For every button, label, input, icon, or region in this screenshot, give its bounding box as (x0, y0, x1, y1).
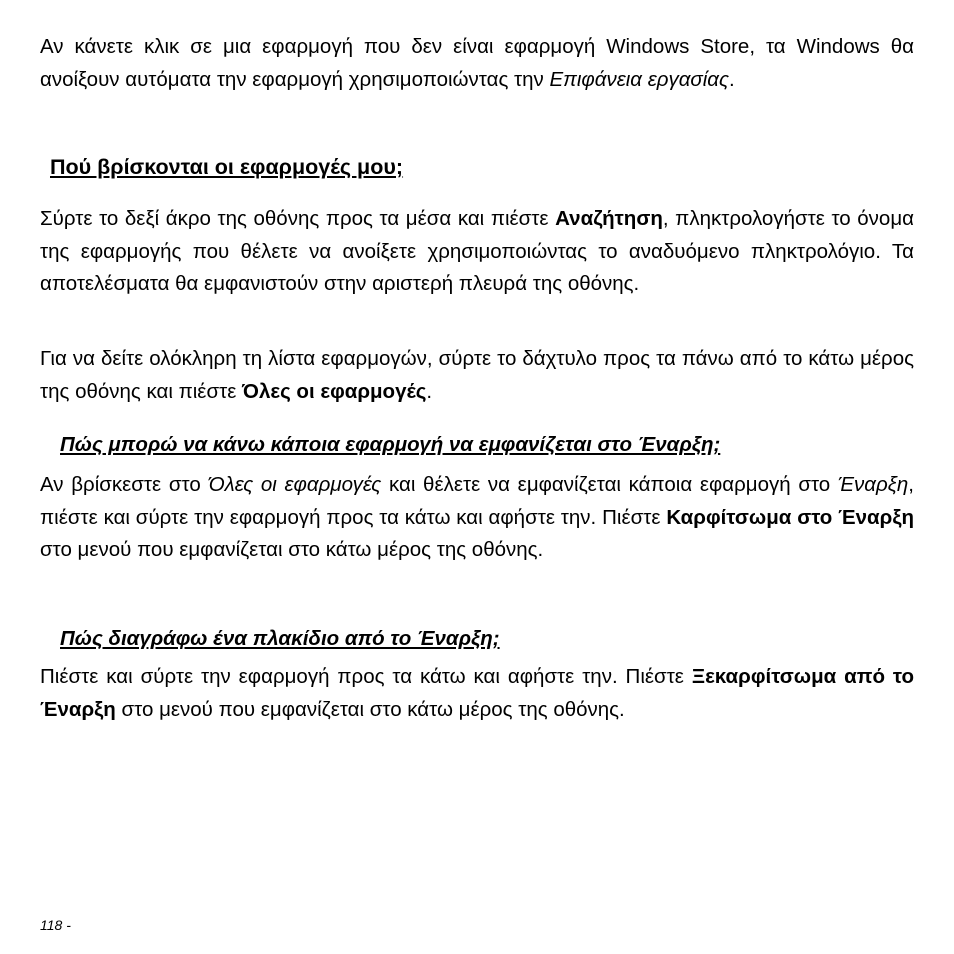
document-page (40, 31, 915, 721)
page-number: 118 - (40, 917, 71, 933)
pin-to-start-term: Καρφίτσωμα στο Έναρξη (666, 505, 914, 529)
unpin-subheading: Πώς διαγράφω ένα πλακίδιο από το Έναρξη; (60, 627, 500, 650)
unpin-paragraph (40, 661, 914, 726)
pin-text-2: και θέλετε να εμφανίζεται κάποια εφαρμογή στο (381, 473, 838, 496)
unpin-from-start-term: Ξεκαρφίτσωμα από το Έναρξη (40, 665, 915, 721)
unpin-text-1: Πιέστε και σύρτε την εφαρμογή προς τα κάτω και αφήστε την. Πιέστε (40, 665, 692, 688)
pin-subheading: Πώς μπορώ να κάνω κάποια εφαρμογή να εμφανίζεται στο Έναρξη; (60, 433, 721, 456)
search-paragraph (40, 203, 914, 301)
intro-text: Αν κάνετε κλικ σε μια εφαρμογή που δεν είναι εφαρμογή Windows Store, τα Windows θα ανοίξουν αυτόματα την εφαρμογή χρησιμοποιώντας την (40, 35, 914, 91)
all-apps-paragraph (40, 343, 914, 408)
section-heading: Πού βρίσκονται οι εφαρμογές μου; (50, 155, 404, 179)
pin-paragraph (40, 469, 914, 567)
intro-paragraph (40, 31, 914, 96)
intro-desktop-term: Επιφάνεια εργασίας (549, 67, 729, 91)
search-text-2: , πληκτρολογήστε το όνομα της εφαρμογής που θέλετε να ανοίξετε χρησιμοποιώντας το αναδυόμενο πληκτρολόγιο. Τα αποτελέσματα θα εμφανιστούν στην αριστερή πλευρά της οθόνης. (40, 207, 914, 295)
pin-text-1: Αν βρίσκεστε στο (40, 473, 209, 496)
all-apps-text-2: . (426, 379, 433, 403)
all-apps-term: Όλες οι εφαρμογές (242, 379, 427, 403)
search-text-1: Σύρτε το δεξί άκρο της οθόνης προς τα μέσα και πιέστε (40, 207, 556, 230)
search-term: Αναζήτηση (555, 207, 663, 230)
pin-text-4: στο μενού που εμφανίζεται στο κάτω μέρος της οθόνης. (40, 538, 544, 561)
unpin-text-2: στο μενού που εμφανίζεται στο κάτω μέρος της οθόνης. (115, 697, 625, 721)
intro-end: . (728, 67, 735, 91)
pin-start-term: Έναρξη (837, 473, 909, 496)
pin-text-3: , πιέστε και σύρτε την εφαρμογή προς τα κάτω και αφήστε την. Πιέστε (40, 473, 914, 529)
all-apps-text-1: Για να δείτε ολόκληρη τη λίστα εφαρμογών, σύρτε το δάχτυλο προς τα πάνω από το κάτω μέρος της οθόνης και πιέστε (40, 347, 914, 403)
pin-all-apps-term: Όλες οι εφαρμογές (208, 473, 382, 496)
